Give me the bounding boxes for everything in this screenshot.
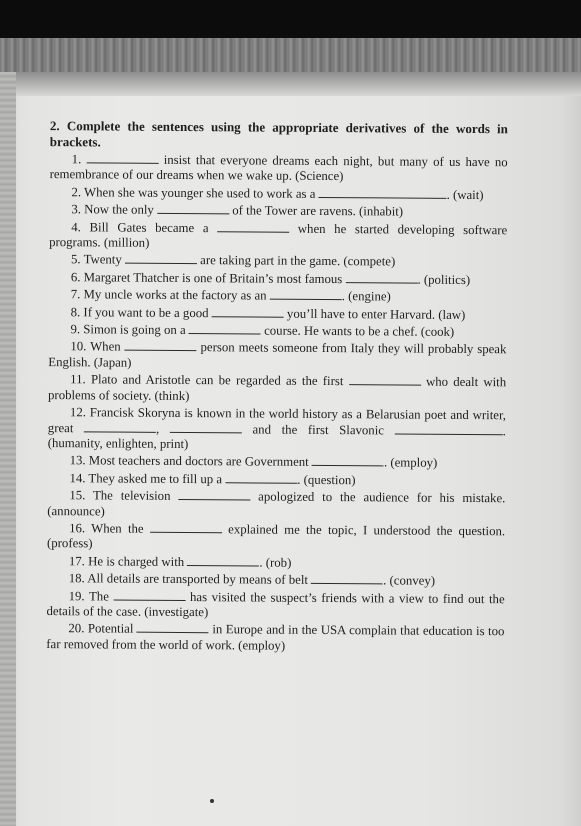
answer-blank[interactable]: [170, 421, 242, 433]
page-dot: [210, 799, 214, 803]
answer-blank[interactable]: [125, 253, 197, 265]
answer-blank[interactable]: [349, 374, 421, 386]
answer-blank[interactable]: [125, 340, 197, 352]
answer-blank[interactable]: [312, 455, 384, 467]
sentence-15: 15. The television apologized to the audience for his mistake. (announce): [47, 488, 506, 518]
answer-blank[interactable]: [178, 489, 250, 501]
page-spine-edge: [0, 72, 16, 826]
sentence-6: 6. Margaret Thatcher is one of Britain’s most famous . (politics): [70, 270, 471, 287]
book-binding: [0, 38, 581, 72]
answer-blank[interactable]: [86, 152, 158, 164]
sentence-11: 11. Plato and Aristotle can be regarded as the first who dealt with problems of society. (think): [48, 372, 507, 403]
binding-shadow: [0, 72, 581, 96]
answer-blank[interactable]: [345, 272, 417, 284]
sentence-9: 9. Simon is going on a course. He wants to be a chef. (cook): [70, 322, 455, 339]
answer-blank[interactable]: [431, 423, 503, 435]
answer-blank[interactable]: [225, 472, 297, 484]
answer-blank[interactable]: [113, 589, 185, 601]
sentence-13: 13. Most teachers and doctors are Government . (employ): [69, 453, 438, 471]
sentence-20: 20. Potential in Europe and in the USA complain that education is too far removed from the world of work. (employ): [46, 621, 505, 653]
exercise-content: [36, 118, 508, 657]
sentence-10: 10. When person meets someone from Italy they will probably speak English. (Japan): [48, 339, 507, 370]
answer-blank[interactable]: [217, 221, 289, 233]
answer-blank[interactable]: [150, 522, 222, 534]
sentence-16: 16. When the explained me the topic, I understood the question. (profess): [46, 521, 506, 551]
answer-blank[interactable]: [311, 573, 383, 585]
sentence-8: 8. If you want to be a good you’ll have to enter Harvard. (law): [70, 304, 466, 322]
answer-blank[interactable]: [270, 289, 342, 301]
sentence-17: 17. He is charged with . (rob): [68, 553, 292, 570]
answer-blank[interactable]: [395, 423, 431, 434]
sentence-12: 12. Francisk Skoryna is known in the world history as a Belarusian poet and writer, great , and the first Slavonic . (humanity, enlighten, print): [47, 405, 506, 451]
sentence-18: 18. All details are transported by means of belt . (convey): [68, 571, 436, 588]
sentence-5: 5. Twenty are taking part in the game. (compete): [70, 252, 396, 269]
top-dark-bar: [0, 0, 581, 38]
task-title: 2. Complete the sentences using the appropriate derivatives of the words in brackets.: [49, 118, 508, 150]
answer-blank[interactable]: [189, 323, 261, 335]
sentence-14: 14. They asked me to fill up a . (question): [69, 470, 356, 487]
sentence-19: 19. The has visited the suspect’s friends with a view to find out the details of the case. (investigate): [46, 588, 505, 620]
answer-blank[interactable]: [319, 187, 447, 199]
sentence-4: 4. Bill Gates became a when he started developing software programs. (million): [49, 219, 508, 250]
answer-blank[interactable]: [157, 203, 229, 215]
answer-blank[interactable]: [84, 421, 156, 433]
sentence-1: 1. insist that everyone dreams each night, but many of us have no remembrance of our dreams when we wake up. (Science): [49, 152, 508, 184]
answer-blank[interactable]: [212, 306, 284, 318]
answer-blank[interactable]: [187, 555, 259, 567]
sentence-3: 3. Now the only of the Tower are ravens. (inhabit): [71, 202, 404, 219]
answer-blank[interactable]: [137, 622, 209, 634]
sentence-7: 7. My uncle works at the factory as an . (engine): [70, 287, 391, 304]
sentence-2: 2. When she was younger she used to work as a . (wait): [71, 185, 484, 202]
